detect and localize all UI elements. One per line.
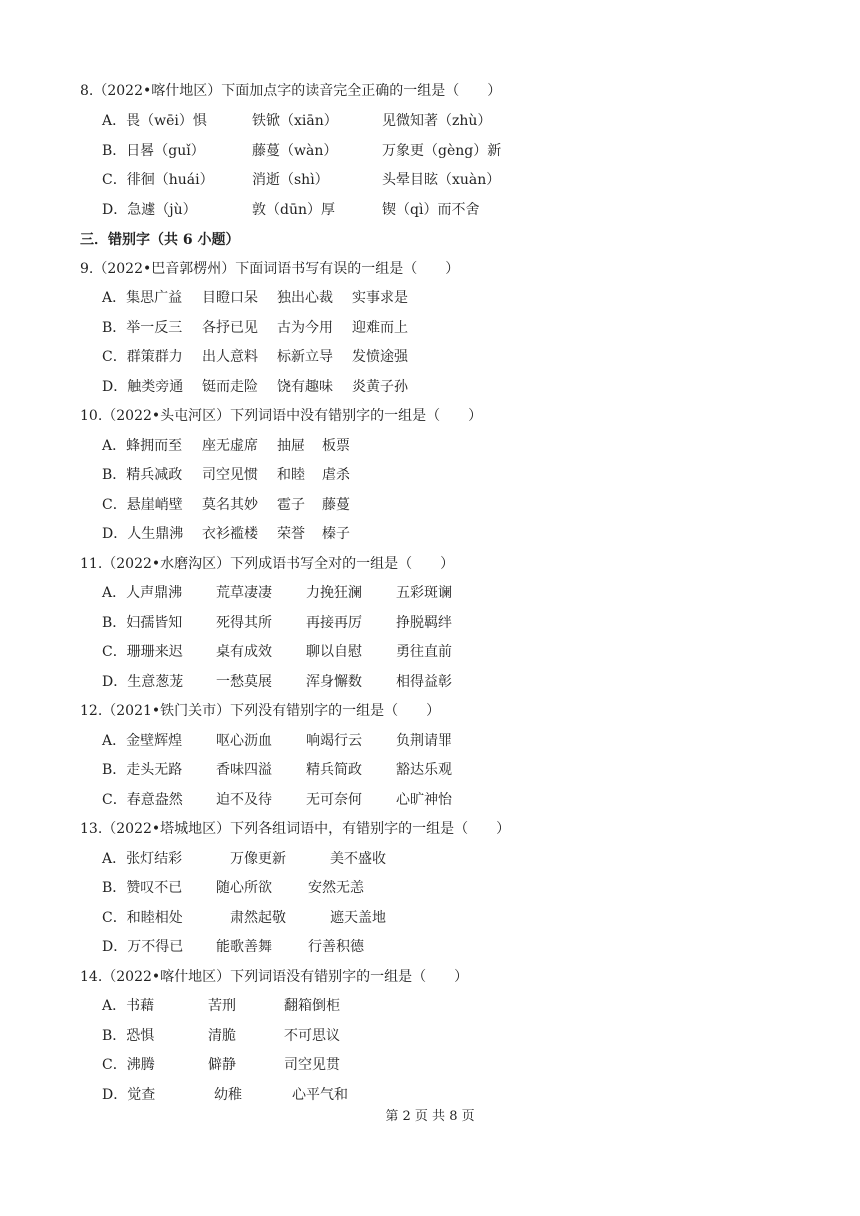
question-10-stem: 10.（2022•头屯河区）下列词语中没有错别字的一组是（ ） [80,408,483,424]
question-13-stem: 13.（2022•塔城地区）下列各组词语中，有错别字的一组是（ ） [80,821,511,837]
question-9-stem: 9.（2022•巴音郭楞州）下面词语书写有误的一组是（ ） [80,261,460,277]
question-11-stem: 11.（2022•水磨沟区）下列成语书写全对的一组是（ ） [80,556,455,572]
question-12-stem: 12.（2021•铁门关市）下列没有错别字的一组是（ ） [80,703,441,719]
page-footer: 第 2 页 共 8 页 [385,1109,475,1124]
question-8-stem: 8.（2022•喀什地区）下面加点字的读音完全正确的一组是（ ） [80,83,502,99]
document-page: 8.（2022•喀什地区）下面加点字的读音完全正确的一组是（ ） A．畏（wēi）惧 铁锨（xiān） 见微知著（zhù） B．日晷（guǐ） 藤蔓（wàn） 万象更（gèng）新 C．徘徊（huái） 消逝（shì） 头晕目眩（xuàn） D．急遽（jù） 敦（dūn）厚 锲（qì）而不舍 三．错别字（共 6 小题） 9.（2022•巴音郭楞州）下面词语书写有误的一组是（ ） A．集思广益 目瞪口呆 独出心裁 实事求是 B．举一反三 各抒已见 古为今用 迎难而上 C．群策群力 出人意料 标新立导 发愤途强 D．触类旁通 铤而走险 饶有趣味 炎黄子孙 10.（2022•头屯河区）下列词语中没有错别字的一组是（ ） A．蜂拥而至 座无虚席 抽屉 板票 B．精兵减政 司空见惯 和睦 虐杀 C．悬崖峭壁 莫名其妙 雹子 藤蔓 D．人生鼎沸 衣衫褴楼 荣誉 榛子 11.（2022•水磨沟区）下列成语书写全对的一组是（ ） A．人声鼎沸 荒草凄凄 力挽狂澜 五彩斑谰 B．妇孺皆知 死得其所 再接再厉 挣脱羁绊 C．珊珊来迟 桌有成效 聊以自慰 勇往直前 D．生意葱茏 一愁莫展 浑身懈数 相得益彰 12.（2021•铁门关市）下列没有错别字的一组是（ ） A．金壁辉煌 呕心沥血 响竭行云 负荆请罪 B．走头无路 香味四溢 精兵简政 豁达乐观 C．春意盎然 迫不及待 无可奈何 心旷神怡 13.（2022•塔城地区）下列各组词语中，有错别字的一组是（ ） A．张灯结彩 万像更新 美不盛收 B．赞叹不已 随心所欲 安然无恙 C．和睦相处 肃然起敬 遮天盖地 D．万不得已 能歌善舞 行善积德 14.（2022•喀什地区）下列词语没有错别字的一组是（ ） A．书藉 苦刑 翻箱倒柜 B．恐惧 清脆 不可思议 C．沸腾 僻静 司空见贯 D．觉查 幼稚 心平气和 第 2 页 共 8 页 [0,0,860,1216]
question-14-stem: 14.（2022•喀什地区）下列词语没有错别字的一组是（ ） [80,969,469,985]
section-title: 三．错别字（共 6 小题） [80,232,240,248]
